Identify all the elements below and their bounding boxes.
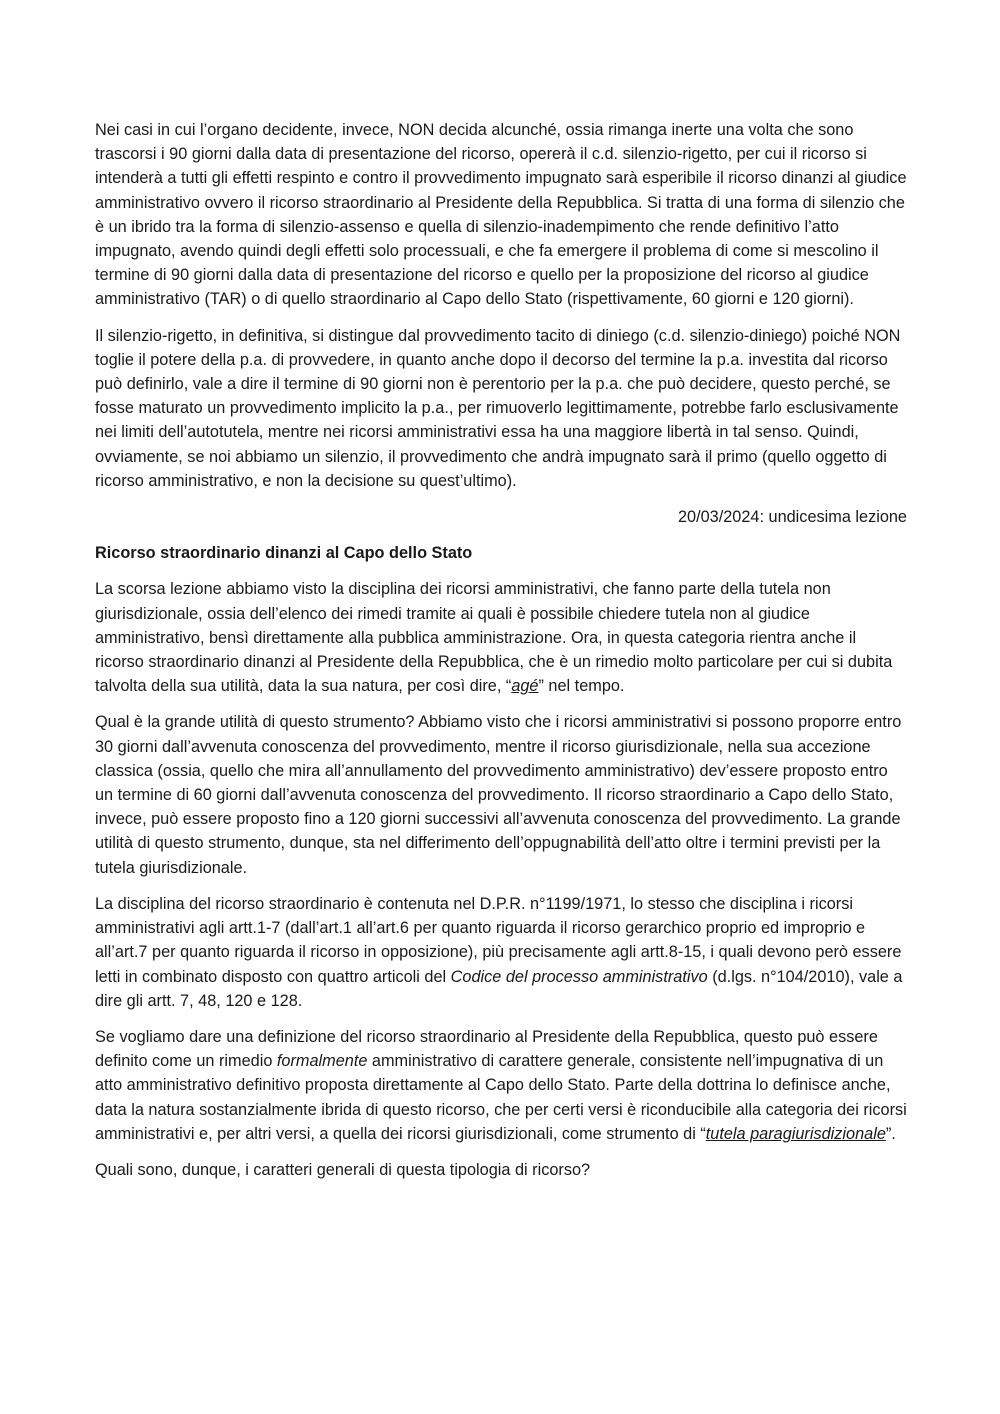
paragraph-domanda: Quali sono, dunque, i caratteri generali di questa tipologia di ricorso? [95,1160,591,1179]
lesson-date-line: 20/03/2024: undicesima lezione [677,508,907,527]
paragraph-tail: (d.lgs. n°104/2010), vale a dire gli artt. 7, 48, 120 e 128. [95,967,903,1010]
paragraph-middle: amministrativo di carattere generale, consistente nell’impugnativa di un atto amministrativo definitivo proposta direttamente al Capo dello Stato. Parte della dottrina lo definisce anche, data la natura sostanzialmente ibrida di questo ricorso, che per certi versi è riconducibile alla categoria dei ricorsi amministrativi e, per altri versi, a quella dei ricorsi giurisdizionali, come strumento di “ [95,1052,907,1143]
emphasis-formalmente: formalmente [276,1052,368,1071]
paragraph-disciplina [95,892,907,1013]
emphasis-codice: Codice del processo amministrativo [450,967,708,986]
document-page [95,118,907,1194]
paragraph-definizione [95,1025,907,1146]
paragraph-utilita: Qual è la grande utilità di questo strumento? Abbiamo visto che i ricorsi amministrativi si possono proporre entro 30 giorni dall’avvenuta conoscenza del provvedimento, mentre il ricorso giurisdizionale, nella sua accezione classica (ossia, quello che mira all’annullamento del provvedimento amministrativo) dev’essere proposto entro un termine di 60 giorni dall’avvenuta conoscenza del provvedimento. Il ricorso straordinario a Capo dello Stato, invece, può essere proposto fino a 120 giorni successivi all’avvenuta conoscenza del provvedimento. La grande utilità di questo strumento, dunque, sta nel differimento dell’oppugnabilità dell’atto oltre i termini previsti per la tutela giurisdizionale. [95,713,902,877]
paragraph-introduzione [95,577,907,698]
paragraph-silenzio-rigetto-distinzione: Il silenzio-rigetto, in definitiva, si distingue dal provvedimento tacito di diniego (c.d. silenzio-diniego) poiché NON toglie il potere della p.a. di provvedere, in quanto anche dopo il decorso del termine la p.a. investita dal ricorso può definirlo, vale a dire il termine di 90 giorni non è perentorio per la p.a. che può decidere, questo perché, se fosse maturato un provvedimento implicito la p.a., per rimuoverlo legittimamente, potrebbe farlo esclusivamente nei limiti dell’autotutela, mentre nei ricorsi amministrativi essa ha una maggiore libertà in tal senso. Quindi, ovviamente, se noi abbiamo un silenzio, il provvedimento che andrà impugnato sarà il primo (quello oggetto di ricorso amministrativo, e non la decisione su quest’ultimo). [95,326,901,490]
emphasis-tutela-paragiurisdizionale: tutela paragiurisdizionale [705,1124,886,1143]
emphasis-age: agé [511,677,539,696]
paragraph-text: La disciplina del ricorso straordinario è contenuta nel D.P.R. n°1199/1971, lo stesso che disciplina i ricorsi amministrativi agli artt.1-7 (dall’art.1 all’art.6 per quanto riguarda il ricorso gerarchico proprio ed improprio e all’art.7 per quanto riguarda il ricorso in opposizione), più precisamente agli artt.8-15, i quali devono però essere letti in combinato disposto con quattro articoli del [95,894,902,986]
paragraph-text: La scorsa lezione abbiamo visto la disciplina dei ricorsi amministrativi, che fanno parte della tutela non giurisdizionale, ossia dell’elenco dei rimedi tramite ai quali è possibile chiedere tutela non al giudice amministrativo, bensì direttamente alla pubblica amministrazione. Ora, in questa categoria rientra anche il ricorso straordinario dinanzi al Presidente della Repubblica, che è un rimedio molto particolare per cui si dubita talvolta della sua utilità, data la sua natura, per così dire, “ [95,580,893,696]
paragraph-tail: ” nel tempo. [538,677,625,696]
section-heading: Ricorso straordinario dinanzi al Capo dello Stato [95,544,473,563]
paragraph-text: Se vogliamo dare una definizione del ricorso straordinario al Presidente della Repubblica, questo può essere definito come un rimedio [95,1027,878,1071]
paragraph-tail: ”. [885,1124,896,1143]
paragraph-silenzio-rigetto: Nei casi in cui l’organo decidente, invece, NON decida alcunché, ossia rimanga inerte una volta che sono trascorsi i 90 giorni dalla data di presentazione del ricorso, opererà il c.d. silenzio-rigetto, per cui il ricorso si intenderà a tutti gli effetti respinto e contro il provvedimento impugnato sarà esperibile il ricorso dinanzi al giudice amministrativo ovvero il ricorso straordinario al Presidente della Repubblica. Si tratta di una forma di silenzio che è un ibrido tra la forma di silenzio-assenso e quella di silenzio-inadempimento che rende definitivo l’atto impugnato, avendo quindi degli effetti solo processuali, e che fa emergere il problema di come si mescolino il termine di 90 giorni dalla data di presentazione del ricorso e quello per la proposizione del ricorso al giudice amministrativo (TAR) o di quello straordinario al Capo dello Stato (rispettivamente, 60 giorni e 120 giorni). [95,121,907,309]
